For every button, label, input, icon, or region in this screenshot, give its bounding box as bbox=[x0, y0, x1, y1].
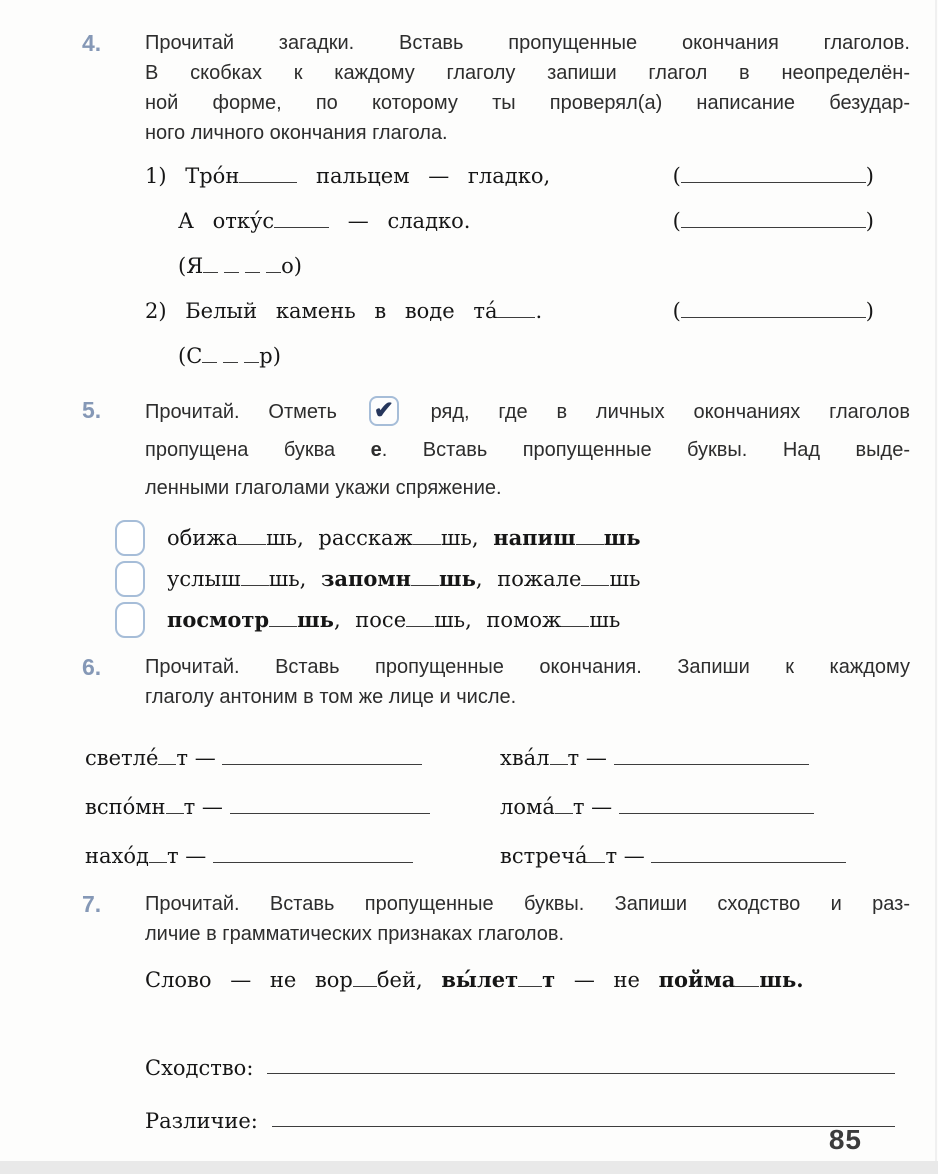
answer-checkbox-2[interactable] bbox=[115, 561, 145, 597]
blank-line bbox=[158, 762, 176, 765]
text-segment: шь bbox=[439, 566, 476, 591]
text-segment: Прочитай. Вставь пропущенные окончания. Запиши к каждому bbox=[145, 656, 910, 678]
exercise-4 bbox=[0, 28, 938, 389]
text-segment: о) bbox=[281, 254, 302, 278]
text-segment: т bbox=[542, 967, 556, 992]
text-segment: шь, bbox=[268, 567, 322, 591]
blank-line bbox=[269, 624, 297, 627]
text-segment: напиш bbox=[493, 525, 576, 550]
blank-line bbox=[239, 180, 297, 183]
riddle-line bbox=[145, 254, 874, 299]
similarity-line bbox=[145, 1027, 895, 1080]
text-segment: пойма bbox=[658, 967, 736, 992]
text-segment: личие в грамматических признаках глаголов. bbox=[145, 923, 565, 945]
text-segment: обижа bbox=[167, 526, 239, 550]
text-segment: — не bbox=[555, 968, 659, 992]
text-segment: . bbox=[535, 299, 543, 323]
blank-line bbox=[149, 860, 167, 863]
option-row-2-text bbox=[167, 566, 640, 591]
text-segment: вспо́мн bbox=[85, 795, 166, 819]
blank-line bbox=[272, 1124, 895, 1127]
text-line bbox=[145, 652, 910, 682]
blank-line bbox=[266, 270, 281, 273]
text-segment: шь, помож bbox=[434, 608, 562, 632]
blank-line bbox=[267, 1071, 895, 1074]
option-row-1 bbox=[115, 517, 938, 558]
scan-edge-bottom bbox=[0, 1161, 938, 1174]
text-line bbox=[145, 88, 910, 118]
text-segment: т — bbox=[176, 746, 223, 770]
verb-row bbox=[500, 832, 883, 881]
difference-line bbox=[145, 1080, 895, 1133]
verb-row bbox=[85, 783, 500, 832]
blank-line bbox=[651, 860, 846, 863]
text-segment: т — bbox=[572, 795, 619, 819]
answer-checkbox-1[interactable] bbox=[115, 520, 145, 556]
exercise-4-instruction bbox=[145, 28, 910, 148]
blank-line bbox=[241, 583, 269, 586]
exercise-7-number: 7. bbox=[82, 891, 102, 917]
text-segment: бей, bbox=[376, 968, 442, 992]
page-number: 85 bbox=[828, 1124, 862, 1155]
text-segment: Прочитай. Отметь bbox=[145, 401, 366, 423]
verb-row bbox=[500, 734, 883, 783]
text-segment: Прочитай загадки. Вставь пропущенные окончания глаголов. bbox=[145, 32, 910, 54]
answer-brackets bbox=[673, 164, 874, 188]
exercise-7 bbox=[0, 889, 938, 1133]
option-row-3-text bbox=[167, 607, 620, 632]
text-segment: посмотр bbox=[167, 607, 270, 632]
text-segment: Различие: bbox=[145, 1109, 258, 1133]
text-segment: ( bbox=[672, 299, 681, 323]
blank-line bbox=[681, 225, 866, 228]
verbs-left-column bbox=[85, 734, 500, 881]
text-line bbox=[145, 58, 910, 88]
text-line bbox=[145, 889, 910, 919]
text-segment: шь, расскаж bbox=[266, 526, 413, 550]
blank-line bbox=[497, 315, 535, 318]
answer-brackets bbox=[673, 209, 874, 233]
text-segment: пропущена буква bbox=[145, 439, 371, 461]
scan-edge-right bbox=[935, 0, 937, 1174]
blank-line bbox=[735, 984, 759, 987]
option-row-1-text bbox=[167, 525, 641, 550]
text-segment: ( bbox=[672, 209, 681, 233]
blank-line bbox=[581, 583, 609, 586]
blank-line bbox=[245, 270, 260, 273]
text-segment: ряд, где в личных окончаниях глаголов bbox=[401, 401, 910, 423]
blank-line bbox=[224, 270, 239, 273]
verbs-right-column bbox=[500, 734, 883, 881]
text-segment: А отку́с bbox=[178, 209, 275, 233]
text-segment: Слово — не вор bbox=[145, 968, 353, 992]
blank-line bbox=[244, 360, 259, 363]
text-segment: (С bbox=[178, 344, 203, 368]
text-segment: 1) Тро́н bbox=[145, 164, 240, 188]
answer-checkbox-3[interactable] bbox=[115, 602, 145, 638]
exercise-6-instruction bbox=[145, 652, 910, 712]
text-segment: шь bbox=[297, 607, 334, 632]
text-segment: шь bbox=[589, 608, 621, 632]
text-segment: ) bbox=[865, 164, 874, 188]
blank-line bbox=[555, 811, 573, 814]
text-segment: т — bbox=[166, 844, 213, 868]
checkmark-icon: ✔ bbox=[369, 396, 399, 426]
text-segment: (Я bbox=[178, 254, 204, 278]
verb-row bbox=[500, 783, 883, 832]
blank-line bbox=[550, 762, 568, 765]
blank-line bbox=[274, 225, 329, 228]
text-segment: глаголу антоним в том же лице и числе. bbox=[145, 686, 517, 708]
text-segment: Сходство: bbox=[145, 1056, 254, 1080]
text-segment: . Вставь пропущенные буквы. Над выде- bbox=[381, 439, 910, 461]
text-segment: услыш bbox=[167, 567, 241, 591]
exercise-6-verbs bbox=[0, 712, 938, 881]
blank-line bbox=[681, 180, 866, 183]
riddle-text bbox=[145, 299, 542, 323]
riddle-line bbox=[145, 164, 874, 209]
exercise-7-body bbox=[145, 889, 910, 1133]
text-segment: е bbox=[370, 439, 382, 461]
text-segment: ) bbox=[865, 209, 874, 233]
blank-line bbox=[203, 270, 218, 273]
exercise-6-number: 6. bbox=[82, 654, 102, 680]
exercise-4-body bbox=[145, 28, 910, 389]
blank-line bbox=[614, 762, 809, 765]
exercise-5 bbox=[0, 395, 938, 505]
exercise-5-instruction bbox=[145, 395, 910, 505]
blank-line bbox=[166, 811, 184, 814]
answer-brackets bbox=[673, 299, 874, 323]
blank-line bbox=[202, 360, 217, 363]
text-segment: Прочитай. Вставь пропущенные буквы. Запиши сходство и раз- bbox=[145, 893, 910, 915]
riddle-line bbox=[145, 344, 874, 389]
text-segment: лома́ bbox=[500, 795, 555, 819]
blank-line bbox=[222, 762, 422, 765]
text-line bbox=[145, 682, 910, 712]
exercise-7-answers bbox=[145, 1027, 910, 1133]
text-line bbox=[145, 28, 910, 58]
text-segment: ной форме, по которому ты проверял(а) написание безудар- bbox=[145, 92, 910, 114]
text-segment: шь bbox=[609, 567, 641, 591]
text-segment: р) bbox=[259, 344, 281, 368]
exercise-6 bbox=[0, 652, 938, 712]
text-segment: встреча́ bbox=[500, 844, 588, 868]
text-segment: , пожале bbox=[475, 567, 582, 591]
blank-line bbox=[411, 583, 439, 586]
exercise-4-riddles bbox=[145, 164, 874, 389]
text-line bbox=[145, 919, 910, 949]
blank-line bbox=[353, 984, 377, 987]
blank-line bbox=[406, 624, 434, 627]
blank-line bbox=[230, 811, 430, 814]
blank-line bbox=[619, 811, 814, 814]
option-row-3 bbox=[115, 599, 938, 640]
blank-line bbox=[413, 542, 441, 545]
text-segment: , посе bbox=[333, 608, 407, 632]
riddle-line bbox=[145, 299, 874, 344]
text-segment: т — bbox=[183, 795, 230, 819]
riddle-text bbox=[178, 209, 470, 233]
text-segment: — сладко. bbox=[329, 209, 471, 233]
text-line bbox=[145, 471, 910, 505]
exercise-7-instruction bbox=[145, 889, 910, 949]
blank-line bbox=[561, 624, 589, 627]
text-segment: ) bbox=[865, 299, 874, 323]
riddle-text bbox=[178, 344, 281, 368]
text-segment: светле́ bbox=[85, 746, 159, 770]
blank-line bbox=[213, 860, 413, 863]
blank-line bbox=[238, 542, 266, 545]
blank-line bbox=[681, 315, 866, 318]
exercise-5-number: 5. bbox=[82, 397, 102, 423]
blank-line bbox=[223, 360, 238, 363]
text-segment: т — bbox=[567, 746, 614, 770]
text-segment: пальцем — гладко, bbox=[297, 164, 551, 188]
text-segment: шь. bbox=[759, 967, 804, 992]
text-segment: запомн bbox=[321, 566, 412, 591]
exercise-7-sentence bbox=[145, 965, 910, 995]
exercise-5-body bbox=[145, 395, 910, 505]
exercise-6-body bbox=[145, 652, 910, 712]
text-segment: ного личного окончания глагола. bbox=[145, 122, 448, 144]
text-segment: ленными глаголами укажи спряжение. bbox=[145, 477, 502, 499]
text-line bbox=[145, 118, 910, 148]
riddle-line bbox=[145, 209, 874, 254]
text-segment: хва́л bbox=[500, 746, 550, 770]
text-line bbox=[145, 433, 910, 471]
text-segment: нахо́д bbox=[85, 844, 149, 868]
blank-line bbox=[587, 860, 605, 863]
option-row-2 bbox=[115, 558, 938, 599]
text-segment: вы́лет bbox=[441, 967, 519, 992]
riddle-text bbox=[178, 254, 302, 278]
text-segment: шь, bbox=[440, 526, 494, 550]
exercise-5-options bbox=[115, 517, 938, 640]
verb-row bbox=[85, 734, 500, 783]
verb-row bbox=[85, 832, 500, 881]
riddle-text bbox=[145, 164, 550, 188]
exercise-4-number: 4. bbox=[82, 30, 102, 56]
text-segment: ( bbox=[672, 164, 681, 188]
text-line bbox=[145, 395, 910, 433]
blank-line bbox=[518, 984, 542, 987]
text-segment: В скобках к каждому глаголу запиши глагол в неопределён- bbox=[145, 62, 910, 84]
text-segment: 2) Белый камень в воде та́ bbox=[145, 299, 498, 323]
text-segment: т — bbox=[605, 844, 652, 868]
text-segment: шь bbox=[603, 525, 641, 550]
blank-line bbox=[576, 542, 604, 545]
